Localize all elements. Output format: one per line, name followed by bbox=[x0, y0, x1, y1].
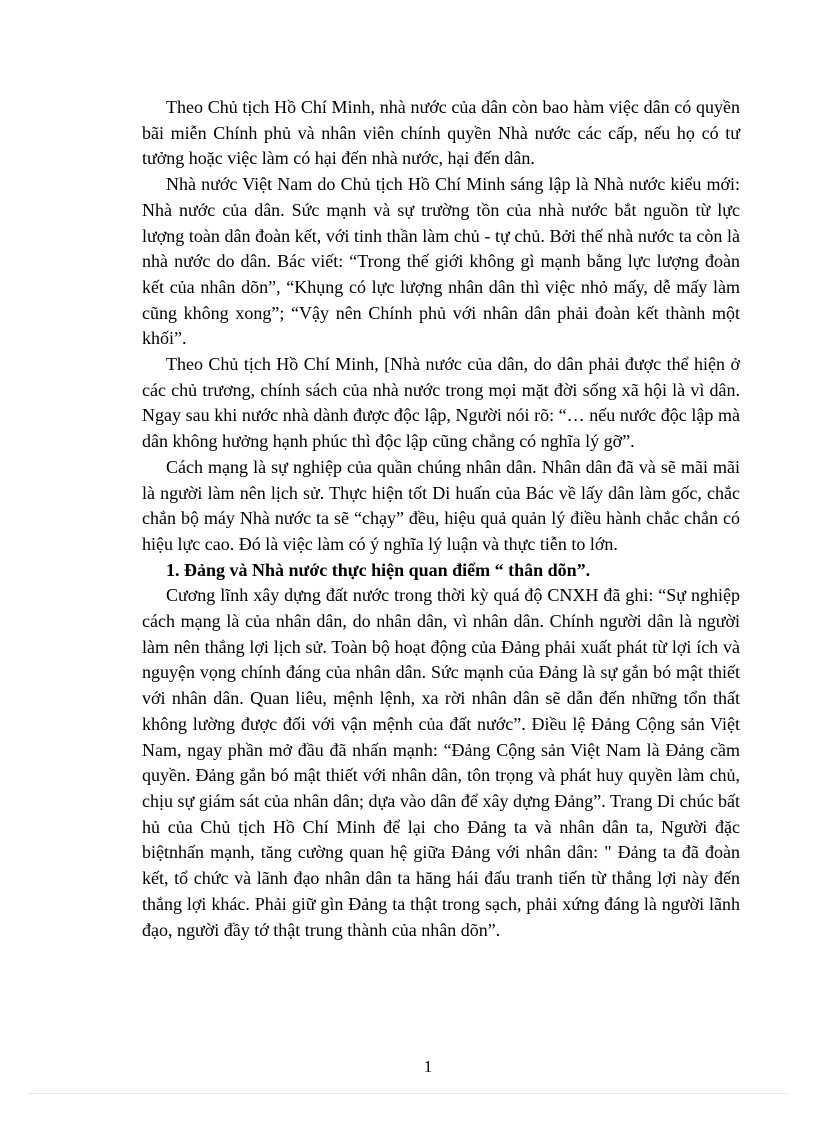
paragraph-party-platform: Cương lĩnh xây dựng đất nước trong thời kỳ quá độ CNXH đã ghi: “Sự nghiệp cách mạng là của nhân dân, do nhân dân, vì nhân dân. Chính người dân là người làm nên thắng lợi lịch sử. Toàn bộ hoạt động của Đảng phải xuất phát từ lợi ích và nguyện vọng chính đáng của nhân dân. Sức mạnh của Đảng là sự gắn bó mật thiết với nhân dân. Quan liêu, mệnh lệnh, xa rời nhân dân sẽ dẫn đến những tổn thất không lường được đối với vận mệnh của đất nước”. Điều lệ Đảng Cộng sản Việt Nam, ngay phần mở đầu đã nhấn mạnh: “Đảng Cộng sản Việt Nam là Đảng cầm quyền. Đảng gắn bó mật thiết với nhân dân, tôn trọng và phát huy quyền làm chủ, chịu sự giám sát của nhân dân; dựa vào dân để xây dựng Đảng”. Trang Di chúc bất hủ của Chủ tịch Hồ Chí Minh để lại cho Đảng ta và nhân dân ta, Người đặc biệtnhấn mạnh, tăng cường quan hệ giữa Đảng với nhân dân: " Đảng ta đã đoàn kết, tổ chức và lãnh đạo nhân dân ta hăng hái đấu tranh tiến từ thắng lợi này đến thắng lợi khác. Phải giữ gìn Đảng ta thật trong sạch, phải xứng đáng là người lãnh đạo, người đầy tớ thật trung thành của nhân dõn”. bbox=[142, 585, 740, 940]
paragraph-new-type-state: Nhà nước Việt Nam do Chủ tịch Hồ Chí Minh sáng lập là Nhà nước kiểu mới: Nhà nước của dân. Sức mạnh và sự trường tồn của nhà nước bắt nguồn từ lực lượng toàn dân đoàn kết, với tinh thần làm chủ - tự chủ. Bởi thế nhà nước ta còn là nhà nước do dân. Bác viết: “Trong thế giới không gì mạnh bằng lực lượng đoàn kết của nhân dõn”, “Khụng có lực lượng nhân dân thì việc nhỏ mấy, dễ mấy làm cũng không xong”; “Vậy nên Chính phủ với nhân dân phải đoàn kết thành một khối”. bbox=[142, 174, 740, 349]
page-number: 1 bbox=[423, 1057, 433, 1076]
section-heading: 1. Đảng và Nhà nước thực hiện quan điểm “ thân dõn”. bbox=[166, 559, 591, 580]
paragraph-policies-for-people: Theo Chủ tịch Hồ Chí Minh, [Nhà nước của dân, do dân phải được thể hiện ở các chủ trương, chính sách của nhà nước trong mọi mặt đời sống xã hội là vì dân. Ngay sau khi nước nhà dành được độc lập, Người nói rõ: “… nếu nước độc lập mà dân không hưởng hạnh phúc thì độc lập cũng chẳng có nghĩa lý gỡ”. bbox=[142, 354, 740, 452]
footer-divider bbox=[28, 1093, 788, 1094]
paragraph-people-right-to-dismiss: Theo Chủ tịch Hồ Chí Minh, nhà nước của dân còn bao hàm việc dân có quyền bãi miễn Chính phủ và nhân viên chính quyền Nhà nước các cấp, nếu họ có tư tưởng hoặc việc làm có hại đến nhà nước, hại đến dân. bbox=[142, 97, 740, 169]
page-body bbox=[142, 95, 740, 943]
paragraph-revolution-of-masses: Cách mạng là sự nghiệp của quần chúng nhân dân. Nhân dân đã và sẽ mãi mãi là người làm nên lịch sử. Thực hiện tốt Di huấn của Bác về lấy dân làm gốc, chắc chắn bộ máy Nhà nước ta sẽ “chạy” đều, hiệu quả quản lý điều hành chắc chắn có hiệu lực cao. Đó là việc làm có ý nghĩa lý luận và thực tiễn to lớn. bbox=[142, 456, 740, 554]
